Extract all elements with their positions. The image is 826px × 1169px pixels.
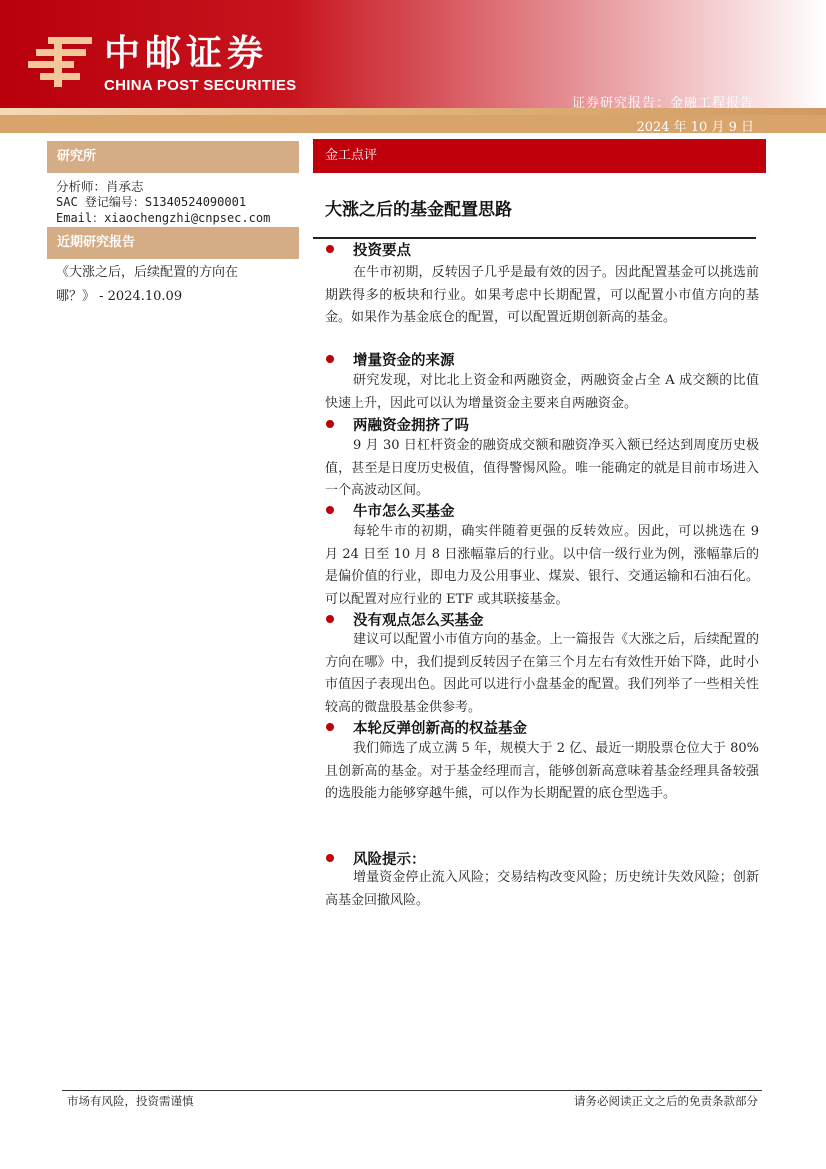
section-paragraph: 我们筛选了成立满 5 年，规模大于 2 亿、最近一期股票仓位大于 80%且创新高的基金。对于基金经理而言，能够创新高意味着基金经理具备较强的选股能力能够穿越牛熊，可以作为长期配置的底仓型选手。: [325, 741, 759, 801]
footer-disclaimer-note: 请务必阅读正文之后的免责条款部分: [574, 1094, 758, 1108]
section-title: 没有观点怎么买基金: [353, 612, 484, 629]
section-bullet-icon: [326, 854, 334, 862]
sac-number: SAC 登记编号：S1340524090001: [56, 195, 247, 209]
section-bullet-icon: [326, 355, 334, 363]
footer-divider: [62, 1090, 762, 1091]
section-bullet-icon: [326, 420, 334, 428]
institute-label: 研究所: [47, 141, 299, 173]
section-title: 两融资金拥挤了吗: [353, 417, 469, 434]
section-paragraph: 研究发现，对比北上资金和两融资金，两融资金占全 A 成交额的比值快速上升，因此可以认为增量资金主要来自两融资金。: [325, 373, 759, 411]
report-type: 证券研究报告：金融工程报告: [571, 96, 754, 111]
footer-risk-note: 市场有风险，投资需谨慎: [67, 1094, 194, 1108]
section-bullet-icon: [326, 245, 334, 253]
section-paragraph: 建议可以配置小市值方向的基金。上一篇报告《大涨之后，后续配置的方向在哪》中，我们提到反转因子在第三个月左右有效性开始下降，此时小市值因子表现出色。因此可以进行小盘基金的配置。我们列举了一些相关性较高的微盘股基金供参考。: [325, 632, 759, 715]
report-category-tag: 金工点评: [313, 139, 766, 173]
section-title: 投资要点: [353, 242, 411, 259]
section-bullet-icon: [326, 506, 334, 514]
china-post-logo-icon: [28, 35, 94, 89]
recent-reports-label: 近期研究报告: [47, 227, 299, 259]
section-title: 本轮反弹创新高的权益基金: [353, 720, 527, 737]
recent-report-line1[interactable]: 《大涨之后，后续配置的方向在: [56, 265, 239, 280]
section-bullet-icon: [326, 723, 334, 731]
section-title: 牛市怎么买基金: [353, 503, 455, 520]
analyst-email[interactable]: Email：xiaochengzhi@cnpsec.com: [56, 211, 271, 225]
section-paragraph: 9 月 30 日杠杆资金的融资成交额和融资净买入额已经达到周度历史极值，甚至是日度历史极值，值得警惕风险。唯一能确定的就是目前市场进入一个高波动区间。: [325, 438, 759, 498]
risk-warning-paragraph: 增量资金停止流入风险；交易结构改变风险；历史统计失效风险；创新高基金回撤风险。: [325, 870, 759, 908]
section-paragraph: 每轮牛市的初期，确实伴随着更强的反转效应。因此，可以挑选在 9 月 24 日至 10 月 8 日涨幅靠后的行业。以中信一级行业为例，涨幅靠后的是偏价值的行业，即电力及公用事业、煤炭、银行、交通运输和石油石化。可以配置对应行业的 ETF 或其联接基金。: [325, 524, 759, 607]
report-title: 大涨之后的基金配置思路: [325, 200, 512, 220]
report-date: 2024 年 10 月 9 日: [636, 120, 754, 135]
section-paragraph: 在牛市初期，反转因子几乎是最有效的因子。因此配置基金可以挑选前期跌得多的板块和行业。如果考虑中长期配置，可以配置小市值方向的基金。如果作为基金底仓的配置，可以配置近期创新高的基金。: [325, 265, 759, 325]
section-title: 增量资金的来源: [353, 352, 455, 369]
logo-english-name: CHINA POST SECURITIES: [104, 77, 297, 94]
recent-report-line2[interactable]: 哪？》 - 2024.10.09: [56, 289, 183, 304]
risk-warning-title: 风险提示：: [353, 851, 426, 868]
section-bullet-icon: [326, 615, 334, 623]
logo-chinese-name: 中邮证券: [104, 33, 269, 74]
analyst-name: 分析师：肖承志: [56, 179, 144, 194]
